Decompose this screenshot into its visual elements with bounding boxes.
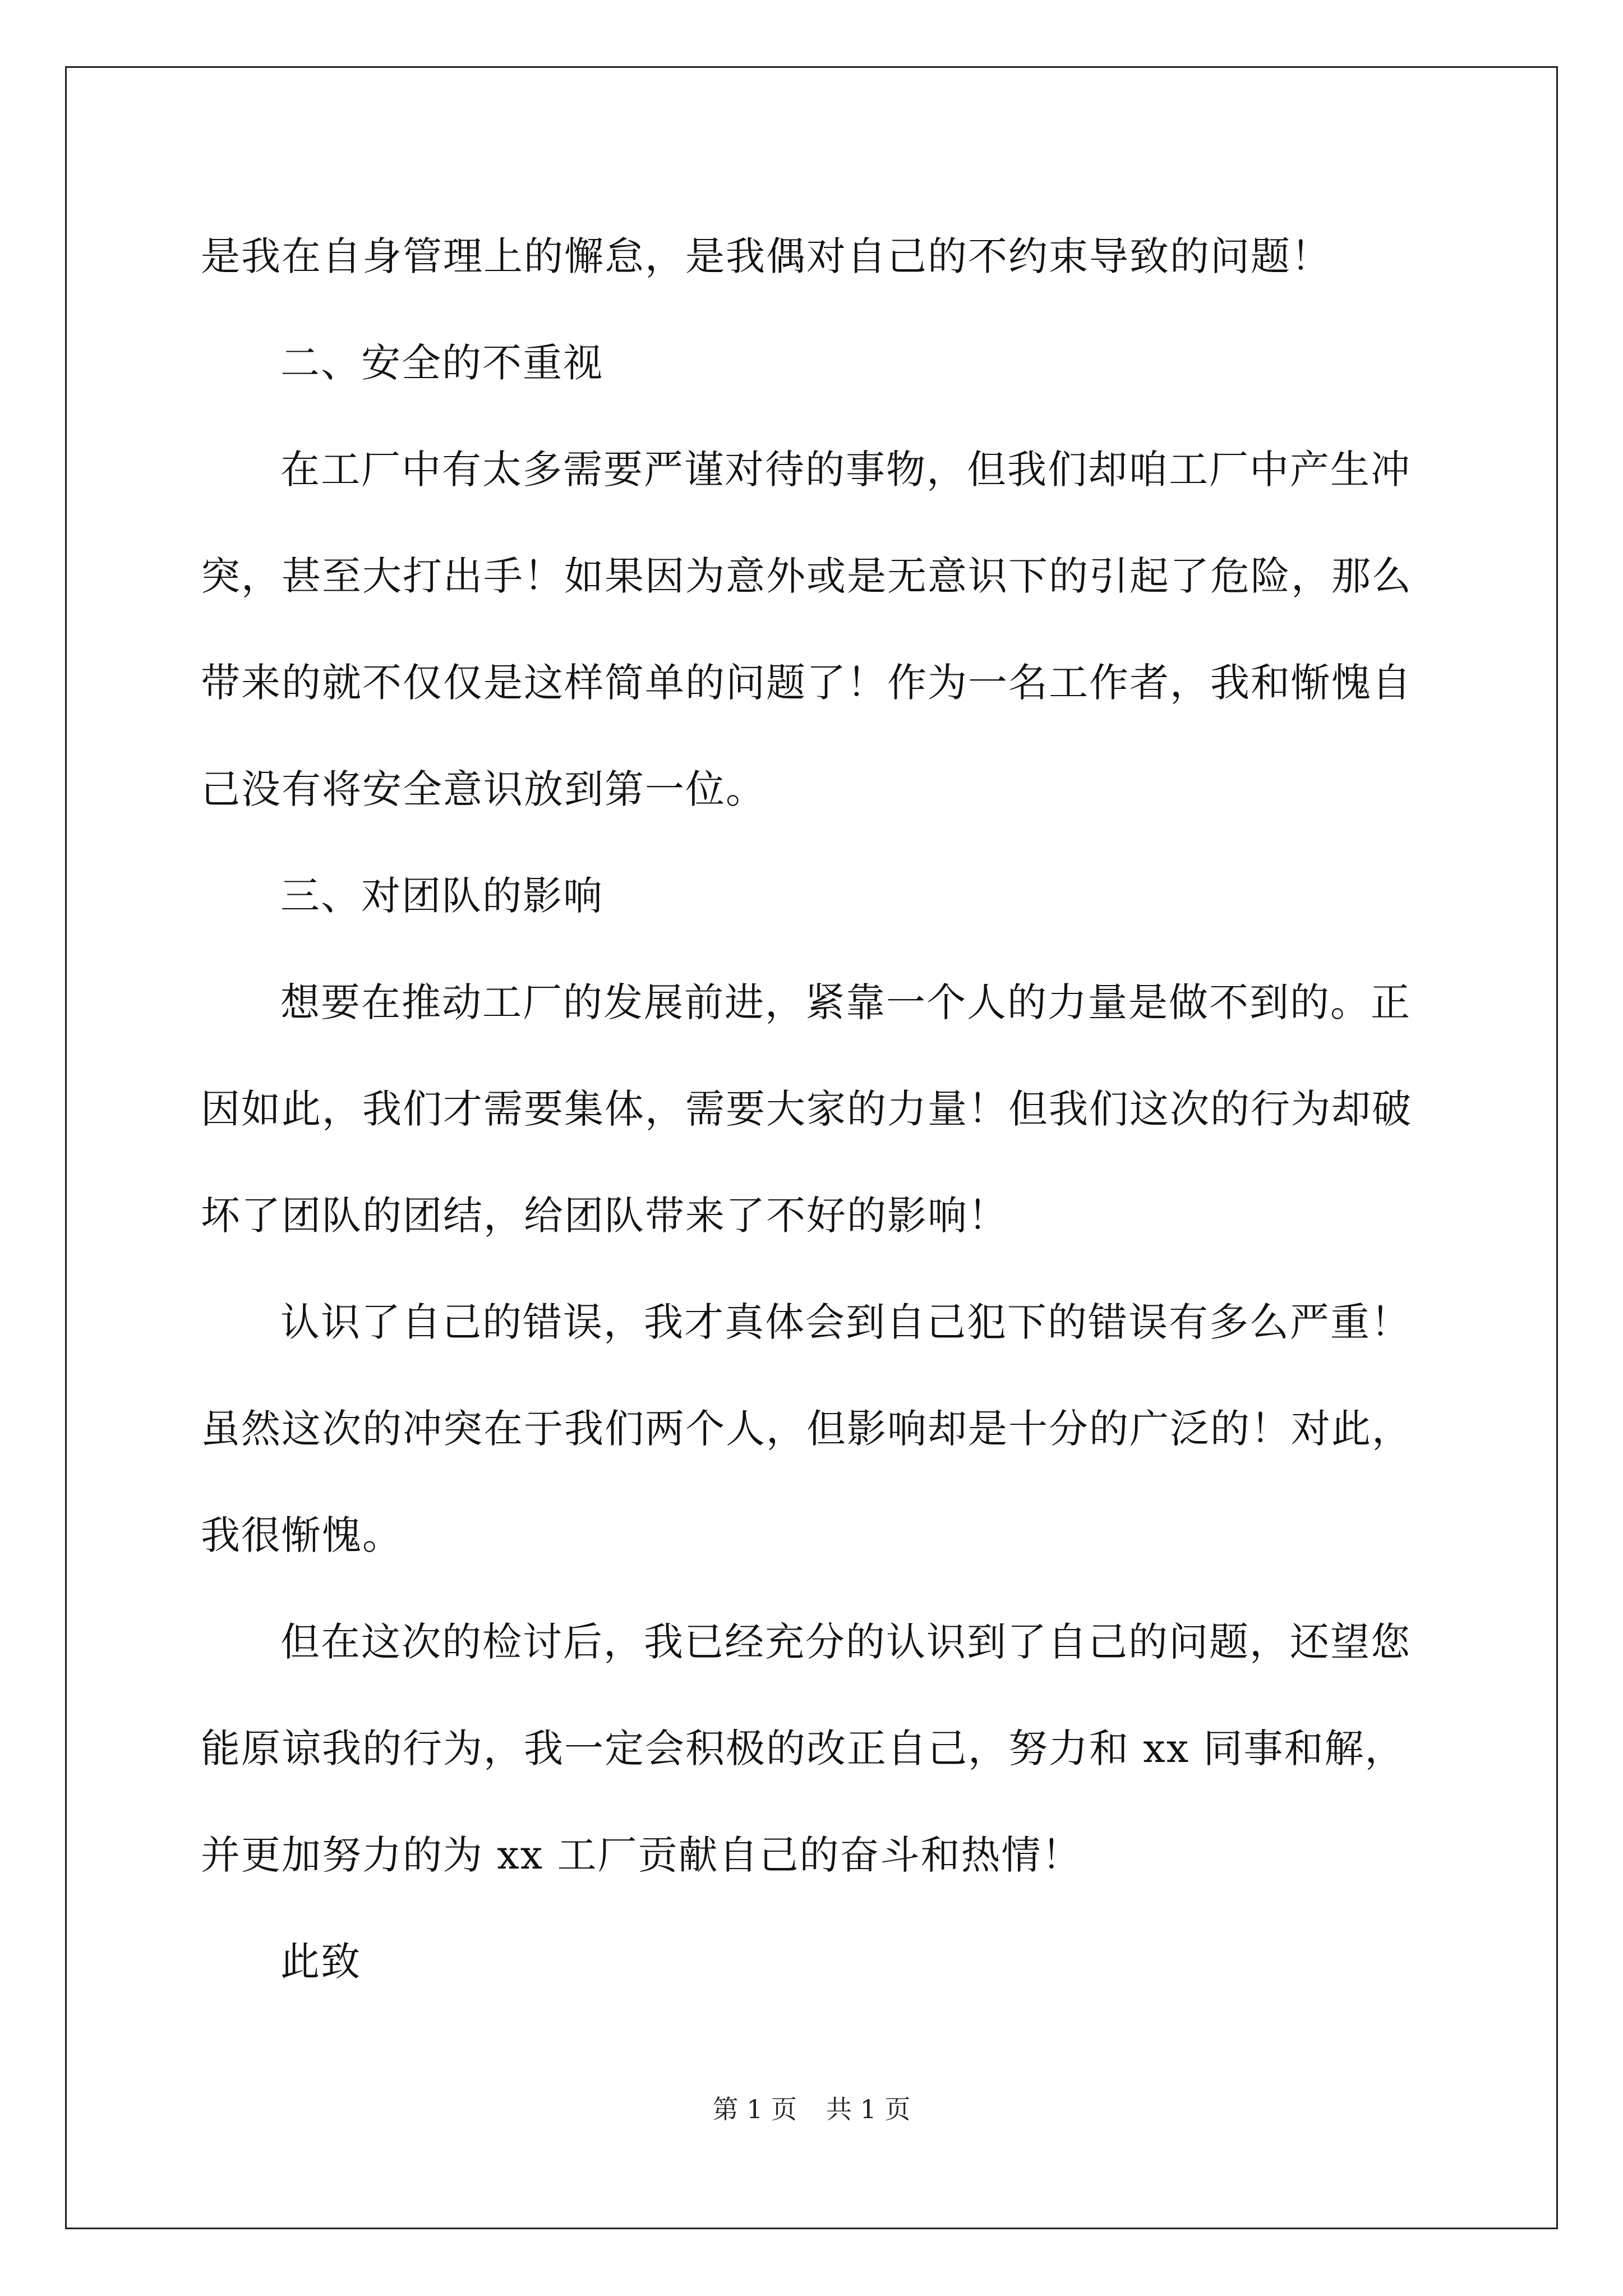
page-footer [0, 2089, 1623, 2126]
paragraph: 是我在自身管理上的懈怠，是我偶对自己的不约束导致的问题！ [201, 233, 1331, 279]
section-heading: 三、对团队的影响 [280, 873, 603, 919]
paragraph: 想要在推动工厂的发展前进，紧靠一个人的力量是做不到的。正因如此，我们才需要集体，需要大家的力量！但我们这次的行为却破坏了团队的团结，给团队带来了不好的影响！ [201, 979, 1412, 1239]
document-body [201, 203, 1429, 2015]
page-count: 共 1 页 [826, 2094, 911, 2124]
paragraph: 但在这次的检讨后，我已经充分的认识到了自己的问题，还望您能原谅我的行为，我一定会积极的改正自己，努力和 xx 同事和解，并更加努力的为 xx 工厂贡献自己的奋斗和热情！ [201, 1619, 1411, 1878]
closing-salutation: 此致 [280, 1939, 361, 1985]
section-heading: 二、安全的不重视 [280, 340, 603, 386]
page-number: 第 1 页 [712, 2094, 797, 2124]
paragraph: 认识了自己的错误，我才真体会到自己犯下的错误有多么严重！虽然这次的冲突在于我们两个人，但影响却是十分的广泛的！对此，我很惭愧。 [201, 1299, 1412, 1558]
paragraph: 在工厂中有太多需要严谨对待的事物，但我们却咱工厂中产生冲突，甚至大打出手！如果因为意外或是无意识下的引起了危险，那么带来的就不仅仅是这样简单的问题了！作为一名工作者，我和惭愧自己没有将安全意识放到第一位。 [201, 447, 1412, 812]
